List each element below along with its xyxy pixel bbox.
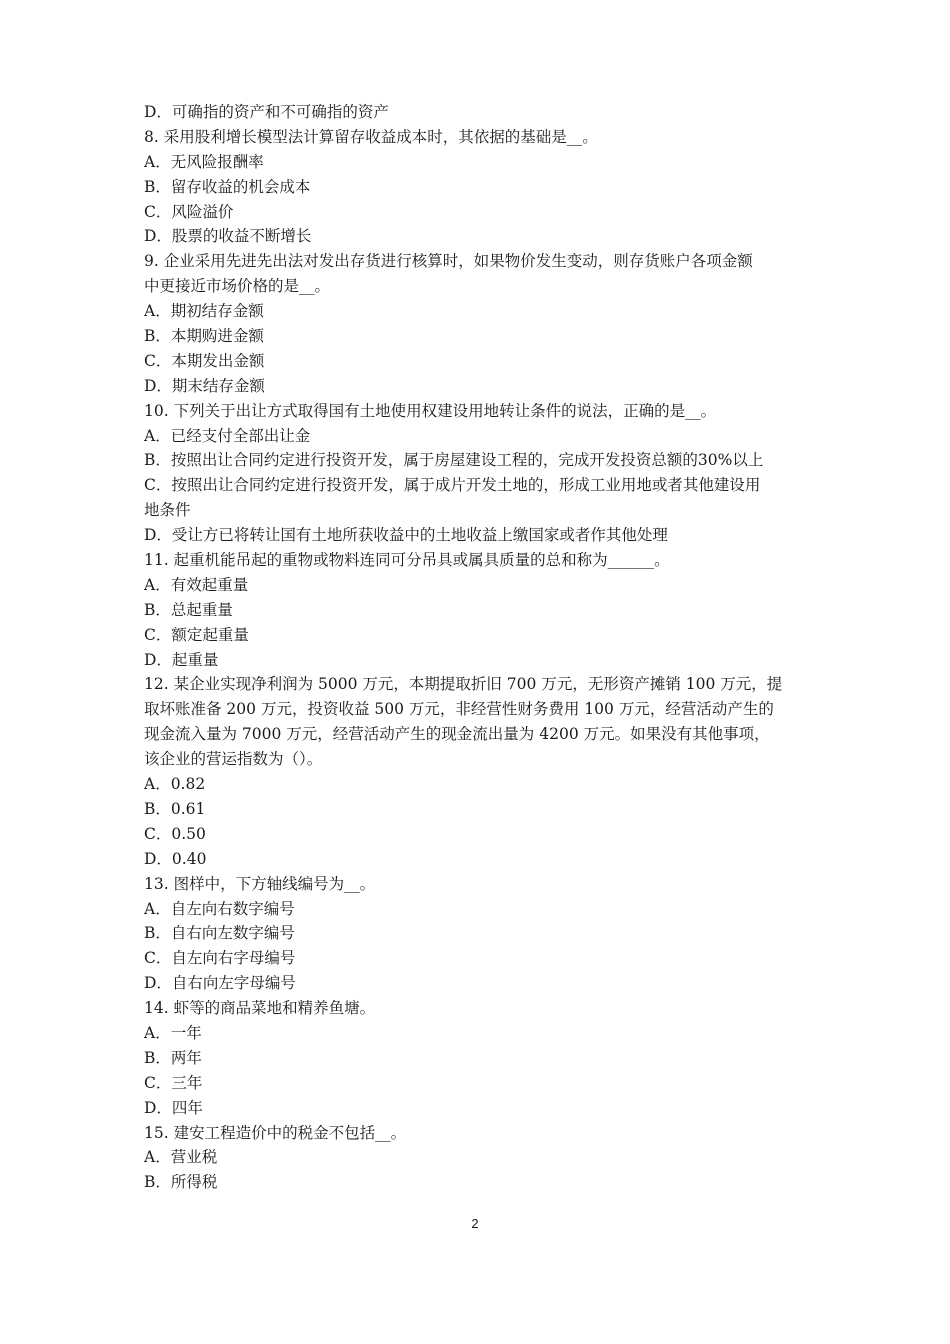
question-12-continued: 取坏账准备 200 万元，投资收益 500 万元，非经营性财务费用 100 万元，经营活动产生的 <box>144 700 774 719</box>
option-line: B．按照出让合同约定进行投资开发，属于房屋建设工程的，完成开发投资总额的30%以上 <box>144 451 764 470</box>
option-line: D．股票的收益不断增长 <box>144 227 312 246</box>
option-line: D．起重量 <box>144 650 219 669</box>
option-line: A．营业税 <box>144 1148 218 1167</box>
option-line: C．按照出让合同约定进行投资开发，属于成片开发土地的，形成工业用地或者其他建设用 <box>144 476 761 495</box>
option-line: C．自左向右字母编号 <box>144 949 296 968</box>
option-line: B．0.61 <box>144 799 206 818</box>
option-line: D．受让方已将转让国有土地所获收益中的土地收益上缴国家或者作其他处理 <box>144 526 668 545</box>
question-15: 15. 建安工程造价中的税金不包括__。 <box>144 1123 407 1142</box>
option-line: A．0.82 <box>144 775 206 794</box>
page-body <box>144 100 814 1195</box>
option-line: A．已经支付全部出让金 <box>144 426 311 445</box>
option-line: D．自右向左字母编号 <box>144 974 296 993</box>
question-10: 10. 下列关于出让方式取得国有土地使用权建设用地转让条件的说法，正确的是__。 <box>144 401 717 420</box>
option-line: A．一年 <box>144 1023 202 1042</box>
option-line: C．0.50 <box>144 824 206 843</box>
option-line: B．留存收益的机会成本 <box>144 177 311 196</box>
text-line: D．可确指的资产和不可确指的资产 <box>144 103 389 121</box>
option-line: B．所得税 <box>144 1173 218 1192</box>
question-9-continued: 中更接近市场价格的是__。 <box>144 277 331 296</box>
option-line: A．期初结存金额 <box>144 302 264 321</box>
option-line: C．风险溢价 <box>144 202 234 221</box>
option-line: D．四年 <box>144 1098 203 1117</box>
option-line: B．两年 <box>144 1048 202 1067</box>
option-line: B．本期购进金额 <box>144 327 264 346</box>
option-line: D．0.40 <box>144 849 207 868</box>
option-line: D．期末结存金额 <box>144 376 265 395</box>
question-12-continued: 该企业的营运指数为（）。 <box>144 750 323 769</box>
question-14: 14. 虾等的商品菜地和精养鱼塘。 <box>144 999 376 1018</box>
option-line: B．总起重量 <box>144 600 233 619</box>
option-line: C．三年 <box>144 1073 203 1092</box>
option-line: B．自右向左数字编号 <box>144 924 295 943</box>
question-12: 12. 某企业实现净利润为 5000 万元，本期提取折旧 700 万元，无形资产摊销 100 万元，提 <box>144 675 783 694</box>
question-8: 8. 采用股利增长模型法计算留存收益成本时，其依据的基础是__。 <box>144 127 598 146</box>
question-12-continued: 现金流入量为 7000 万元，经营活动产生的现金流出量为 4200 万元。如果没有其他事项， <box>144 725 770 744</box>
question-13: 13. 图样中，下方轴线编号为__。 <box>144 874 376 893</box>
page-number: 2 <box>471 1216 479 1231</box>
option-line: A．自左向右数字编号 <box>144 899 295 918</box>
option-line: A．有效起重量 <box>144 575 249 594</box>
option-line-continued: 地条件 <box>144 501 191 520</box>
option-line: C．本期发出金额 <box>144 351 265 370</box>
question-11: 11. 起重机能吊起的重物或物料连同可分吊具或属具质量的总和称为______。 <box>144 551 670 570</box>
option-line: A．无风险报酬率 <box>144 152 264 171</box>
option-line: C．额定起重量 <box>144 625 249 644</box>
question-9: 9. 企业采用先进先出法对发出存货进行核算时，如果物价发生变动，则存货账户各项金额 <box>144 252 753 271</box>
